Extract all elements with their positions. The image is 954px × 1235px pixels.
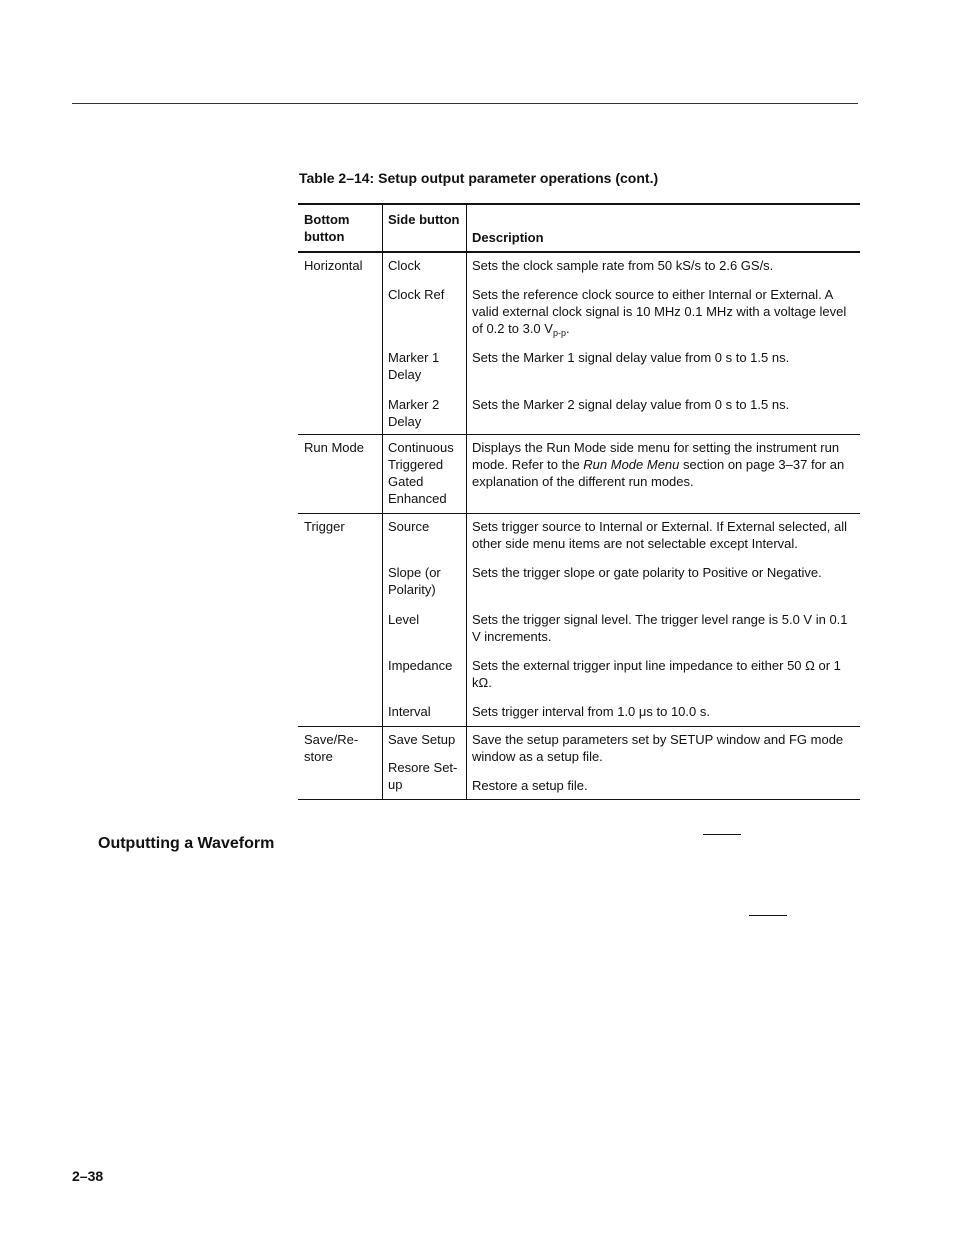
side-button-label: Interval xyxy=(388,704,431,719)
vpp-subscript: p-p xyxy=(552,328,566,338)
description-text: Sets the Marker 2 signal delay value from 0 s to 1.5 ns. xyxy=(472,397,790,412)
description-text: Sets the clock sample rate from 50 kS/s to 2.6 GS/s. xyxy=(472,258,774,273)
header-rule xyxy=(72,103,858,104)
description-text: Sets trigger source to Internal or External. If External selected, all other side menu items are not selectable except Interval. xyxy=(472,519,848,551)
table-caption: Table 2–14: Setup output parameter operations (cont.) xyxy=(299,170,659,186)
side-button-label: Level xyxy=(388,612,420,627)
bottom-button-label: Horizontal xyxy=(304,258,363,273)
section-heading: Outputting a Waveform xyxy=(98,835,275,852)
setup-parameter-table xyxy=(298,203,860,800)
bottom-button-label: Save/Re- store xyxy=(304,732,359,764)
side-button-label: Clock xyxy=(388,258,421,273)
header-bottom-button: Bottom button xyxy=(304,212,350,244)
group-trigger xyxy=(298,514,860,727)
bottom-button-label: Run Mode xyxy=(304,440,364,455)
side-button-label: Clock Ref xyxy=(388,287,445,302)
description-text: Restore a setup file. xyxy=(472,778,588,793)
bottom-button-label: Trigger xyxy=(304,519,345,534)
table-header-row xyxy=(298,203,860,253)
description-text: Sets the trigger slope or gate polarity to Positive or Negative. xyxy=(472,565,822,580)
description-text: Displays the Run Mode side menu for setting the instrument run mode. Refer to the Run Mode Menu section on page 3–37 for an explanation of the different run modes. xyxy=(472,440,845,489)
description-text: Sets trigger interval from 1.0 μs to 10.0 s. xyxy=(472,704,710,719)
side-button-label: Save Setup xyxy=(388,732,456,747)
description-text: Sets the reference clock source to either Internal or External. A valid external clock signal is 10 MHz 0.1 MHz with a voltage level of 0.2 to 3.0 $V_{p-p}$. xyxy=(472,287,847,338)
side-button-label: Continuous Triggered Gated Enhanced xyxy=(388,440,454,506)
page-number: 2–38 xyxy=(72,1168,104,1184)
side-button-label: Marker 1 Delay xyxy=(388,350,440,382)
header-description: Description xyxy=(472,230,544,245)
group-save-restore xyxy=(298,727,860,800)
description-text: Sets the external trigger input line impedance to either 50 Ω or 1 kΩ. xyxy=(472,658,841,690)
description-text: Sets the Marker 1 signal delay value from 0 s to 1.5 ns. xyxy=(472,350,790,365)
description-text: Save the setup parameters set by SETUP window and FG mode window as a setup file. xyxy=(472,732,844,764)
side-button-label: Marker 2 Delay xyxy=(388,397,440,429)
group-horizontal xyxy=(298,253,860,435)
overbar-mark xyxy=(749,915,787,916)
side-button-label: Slope (or Polarity) xyxy=(388,565,441,597)
side-button-label: Source xyxy=(388,519,430,534)
side-button-label: Resore Set- up xyxy=(388,760,458,792)
group-run-mode xyxy=(298,435,860,514)
overbar-mark xyxy=(703,834,741,835)
description-text: Sets the trigger signal level. The trigger level range is 5.0 V in 0.1 V increments. xyxy=(472,612,848,644)
header-side-button: Side button xyxy=(388,212,460,227)
side-button-label: Impedance xyxy=(388,658,453,673)
